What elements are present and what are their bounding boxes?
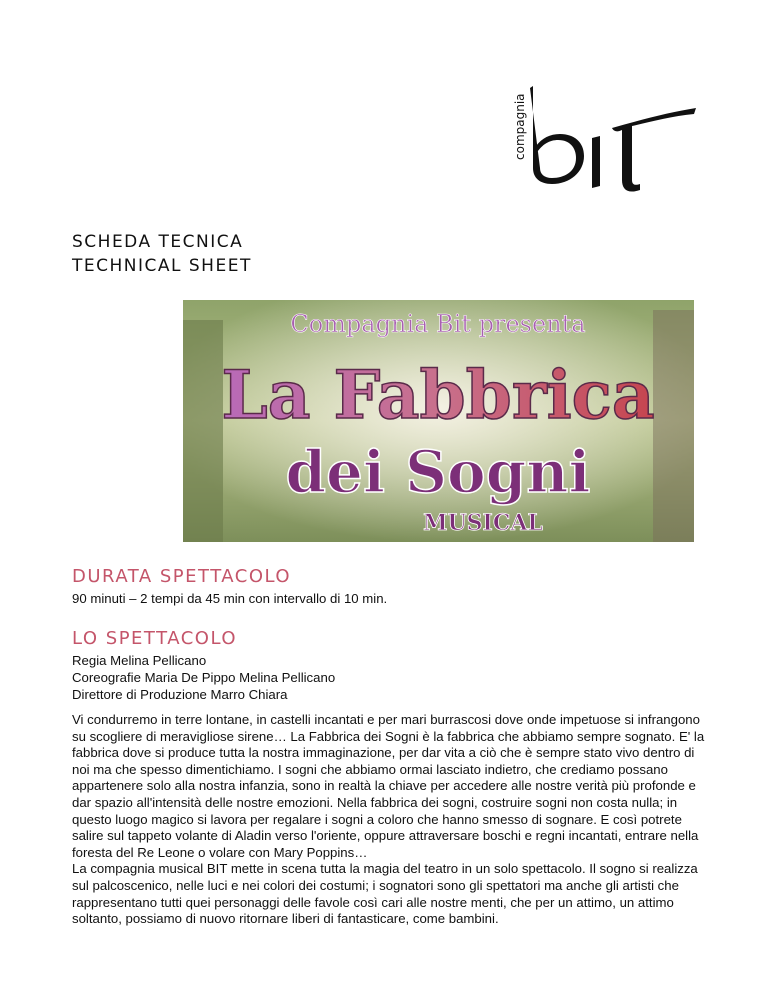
description-body <box>72 712 712 928</box>
banner-top-line: Compagnia Bit presenta <box>290 310 586 338</box>
document-heading <box>72 230 252 278</box>
credit-regia: Regia Melina Pellicano <box>72 653 207 668</box>
show-banner-image <box>183 300 694 542</box>
description-paragraph-1: Vi condurremo in terre lontane, in castelli incantati e per mari burrascosi dove onde impetuose si infrangono su scogliere di meravigliose sirene… La Fabbrica dei Sogni è la fabbrica che abbiamo sempre sognato. E' la fabbrica dove si produce tutta la nostra immaginazione, per dar vita a ciò che è sempre stato vivo dentro di noi ma che spesso dimentichiamo. I sogni che abbiamo ormai lasciato indietro, che crediamo possano appartenere solo alla nostra infanzia, sono in realtà la chiave per accedere alle nostre verità più profonde e dar spazio all'intensità delle nostre emozioni. Nella fabbrica dei sogni, costruire sogni non costa nulla; in questo luogo magico si lavora per regalare i sogni a coloro che hanno smesso di sognare. E così potrete salire sul tappeto volante di Aladin verso l'oriente, oppure attraversare boschi e regni incantati, entrare nella foresta del Re Leone o volare con Mary Poppins… <box>72 712 705 860</box>
banner-title-line2: dei Sogni <box>285 438 591 506</box>
description-paragraph-2: La compagnia musical BIT mette in scena tutta la magia del teatro in un solo spettacolo. Il sogno si realizza sul palcoscenico, nelle luci e nei colori dei costumi; i sognatori sono gli spettatori ma anche gli artisti che rappresentano tutti quei personaggi delle favole così cari alle nostre menti, che per un attimo, un attimo soltanto, possiamo di nuovo ritornare liberi di fantasticare, come bambini. <box>72 861 698 927</box>
banner-musical-tag: MUSICAL <box>423 510 543 536</box>
credits-list <box>72 652 712 703</box>
heading-technical-sheet: TECHNICAL SHEET <box>72 256 252 276</box>
section-title-durata: DURATA SPETTACOLO <box>72 566 292 587</box>
logo-small-text: compagnia <box>513 93 527 160</box>
banner-title-line1: La Fabbrica <box>221 356 655 434</box>
compagnia-bit-logo <box>500 80 700 200</box>
credit-coreografie: Coreografie Maria De Pippo Melina Pellicano <box>72 670 336 685</box>
durata-text: 90 minuti – 2 tempi da 45 min con intervallo di 10 min. <box>72 591 388 606</box>
heading-scheda-tecnica: SCHEDA TECNICA <box>72 232 244 252</box>
section-title-spettacolo: LO SPETTACOLO <box>72 628 237 649</box>
credit-direttore: Direttore di Produzione Marro Chiara <box>72 687 288 702</box>
